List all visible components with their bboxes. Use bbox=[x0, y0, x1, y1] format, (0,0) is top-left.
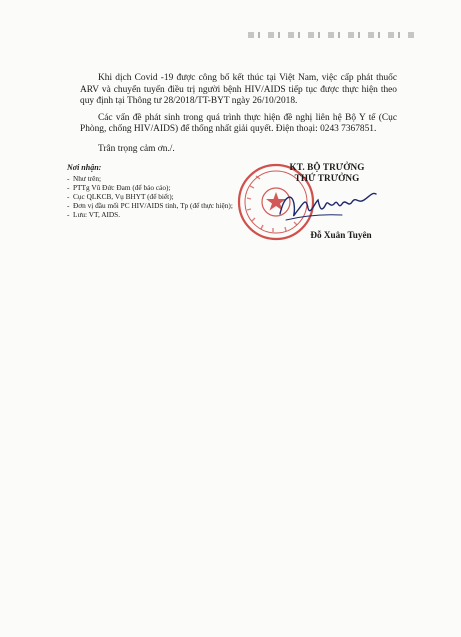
recipient-item: - Như trên; bbox=[67, 174, 237, 183]
paragraph-closing: Trân trọng cảm ơn./. bbox=[98, 143, 175, 154]
signer-name: Đỗ Xuân Tuyên bbox=[310, 230, 372, 240]
scan-artifact bbox=[248, 32, 418, 38]
recipient-item: - Cục QLKCB, Vụ BHYT (để biết); bbox=[67, 192, 237, 201]
signature-block bbox=[234, 162, 404, 262]
paragraph-covid: Khi dịch Covid -19 được công bố kết thúc tại Việt Nam, việc cấp phát thuốc ARV và chuyển tuyến điều trị người bệnh HIV/AIDS tiếp tục được thực hiện theo quy định tại Thông tư 28/2018/TT-BYT ngày 26/10/2018. bbox=[80, 73, 397, 107]
recipient-item: - PTTg Vũ Đức Đam (để báo cáo); bbox=[67, 183, 237, 192]
paragraph-contact: Các vấn đề phát sinh trong quá trình thực hiện đề nghị liên hệ Bộ Y tế (Cục Phòng, chống HIV/AIDS) để thống nhất giải quyết. Điện thoại: 0243 7367851. bbox=[80, 112, 397, 135]
signer-title-secondary: THỨ TRƯỞNG bbox=[294, 173, 360, 183]
recipient-item: - Lưu: VT, AIDS. bbox=[67, 210, 237, 219]
handwritten-signature-icon bbox=[272, 174, 382, 232]
recipients-block bbox=[67, 163, 237, 219]
recipients-list bbox=[67, 174, 237, 219]
letter-body bbox=[80, 73, 397, 161]
recipient-item: - Đơn vị đầu mối PC HIV/AIDS tỉnh, Tp (để thực hiện); bbox=[67, 201, 237, 210]
recipients-heading: Nơi nhận: bbox=[67, 163, 102, 172]
signer-title-primary: KT. BỘ TRƯỞNG bbox=[289, 162, 365, 172]
